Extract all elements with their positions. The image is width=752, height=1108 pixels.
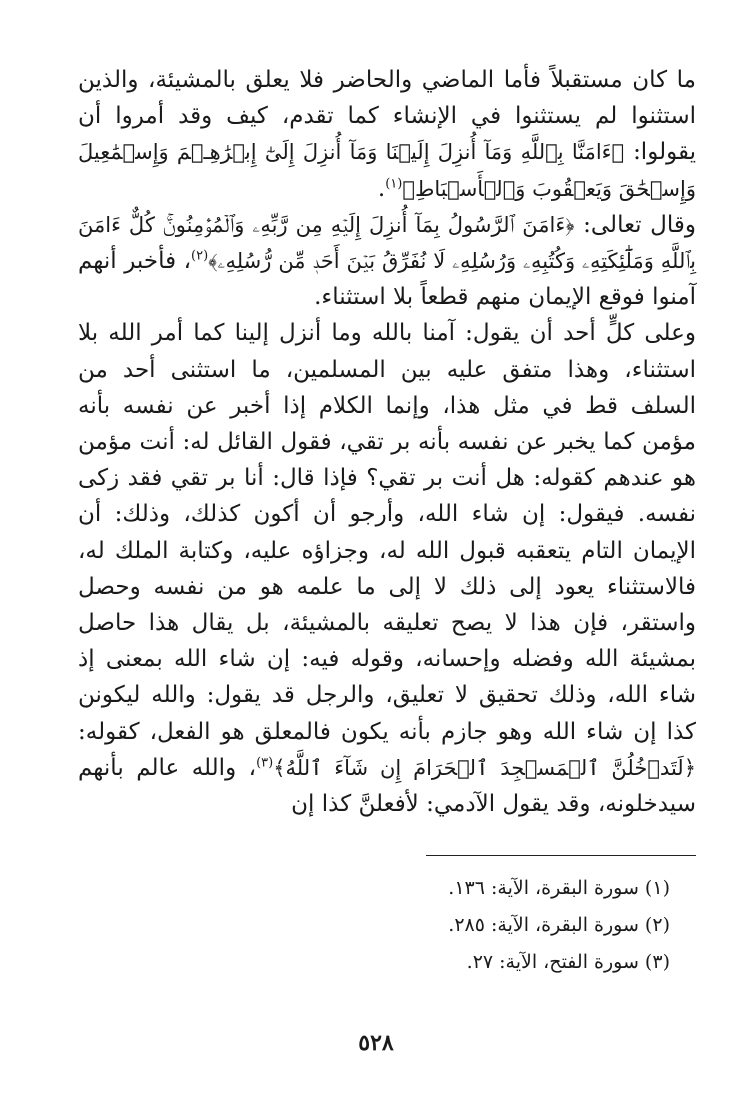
footnote-ref-1: (١) xyxy=(385,175,403,191)
footnote-2: (٢) سورة البقرة، الآية: ٢٨٥. xyxy=(448,914,670,936)
footnote-3: (٣) سورة الفتح، الآية: ٢٧. xyxy=(466,951,670,973)
footnote-1: (١) سورة البقرة، الآية: ١٣٦. xyxy=(448,877,670,899)
quran-verse-3: ﴿لَتَدۡخُلُنَّ ٱلۡمَسۡجِدَ ٱلۡحَرَامَ إِن شَآءَ ٱللَّهُ﴾ xyxy=(273,755,696,780)
main-text xyxy=(78,62,696,822)
footnote-ref-3: (٣) xyxy=(256,755,274,771)
paragraph-1-end: . xyxy=(377,175,386,202)
page-number: ٥٢٨ xyxy=(358,1030,394,1056)
footnote-divider xyxy=(426,855,696,856)
paragraph-1-text: ما كان مستقبلاً فأما الماضي والحاضر فلا يعلق بالمشيئة، والذين استثنوا لم يستثنوا في الإنشاء كما تقدم، كيف وقد أمروا أن يقولوا: xyxy=(78,67,697,166)
paragraph-1 xyxy=(78,62,696,207)
paragraph-2 xyxy=(78,207,696,316)
quran-verse-2: ﴿ءَامَنَ ٱلرَّسُولُ بِمَآ أُنزِلَ إِلَيۡهِ مِن رَّبِّهِۦ وَٱلۡمُؤۡمِنُونَۚ كُلٌّ ءَامَنَ بِٱللَّهِ وَمَلَٰٓئِكَتِهِۦ وَكُتُبِهِۦ وَرُسُلِهِۦ لَا نُفَرِّقُ بَيۡنَ أَحَدٖ مِّن رُّسُلِهِۦ﴾ xyxy=(78,212,696,274)
footnotes xyxy=(78,870,696,981)
footnote-ref-2: (٢) xyxy=(191,248,209,264)
paragraph-2-end: ، فأخبر أنهم آمنوا فوقع الإيمان منهم قطعاً بلا استثناء. xyxy=(78,248,696,311)
paragraph-2-text: وقال تعالى: xyxy=(583,211,696,238)
paragraph-3-text: وعلى كلٍّ أحد أن يقول: آمنا بالله وما أنزل إلينا كما أمر الله بلا استثناء، وهذا متفق عليه بين المسلمين، ما استثنى أحد من السلف قط في مثل هذا، وإنما الكلام إذا أخبر عن نفسه بأنه مؤمن كما يخبر عن نفسه بأنه بر تقي، فقول القائل له: أنت مؤمن هو عندهم كقوله: هل أنت بر تقي؟ فإذا قال: أنا بر تقي فقد زكى نفسه. فيقول: إن شاء الله، وأرجو أن أكون كذلك، وذلك: أن الإيمان التام يتعقبه قبول الله له، وجزاؤه عليه، وكتابة الملك له، فالاستثناء يعود إلى ذلك لا إلى ما علمه هو من نفسه وحصل واستقر، فإن هذا لا يصح تعليقه بالمشيئة، بل يقال هذا حاصل بمشيئة الله وفضله وإحسانه، وقوله فيه: إن شاء الله بمعنى إذ شاء الله، وذلك تحقيق لا تعليق، والرجل قد يقول: والله ليكونن كذا إن شاء الله وهو جازم بأنه يكون فالمعلق هو الفعل، كقوله: xyxy=(78,320,696,745)
quran-verse-1: ﴿ءَامَنَّا بِٱللَّهِ وَمَآ أُنزِلَ إِلَيۡنَا وَمَآ أُنزِلَ إِلَىٰٓ إِبۡرَٰهِـۧمَ وَإِسۡمَٰعِيلَ وَإِسۡحَٰقَ وَيَعۡقُوبَ وَٱلۡأَسۡبَاطِ﴾ xyxy=(78,140,696,201)
paragraph-3-end: ، والله عالم بأنهم سيدخلونه، وقد يقول الآدمي: لأفعلنَّ كذا إن xyxy=(78,754,696,818)
page-body xyxy=(78,62,696,822)
paragraph-3 xyxy=(78,315,696,822)
